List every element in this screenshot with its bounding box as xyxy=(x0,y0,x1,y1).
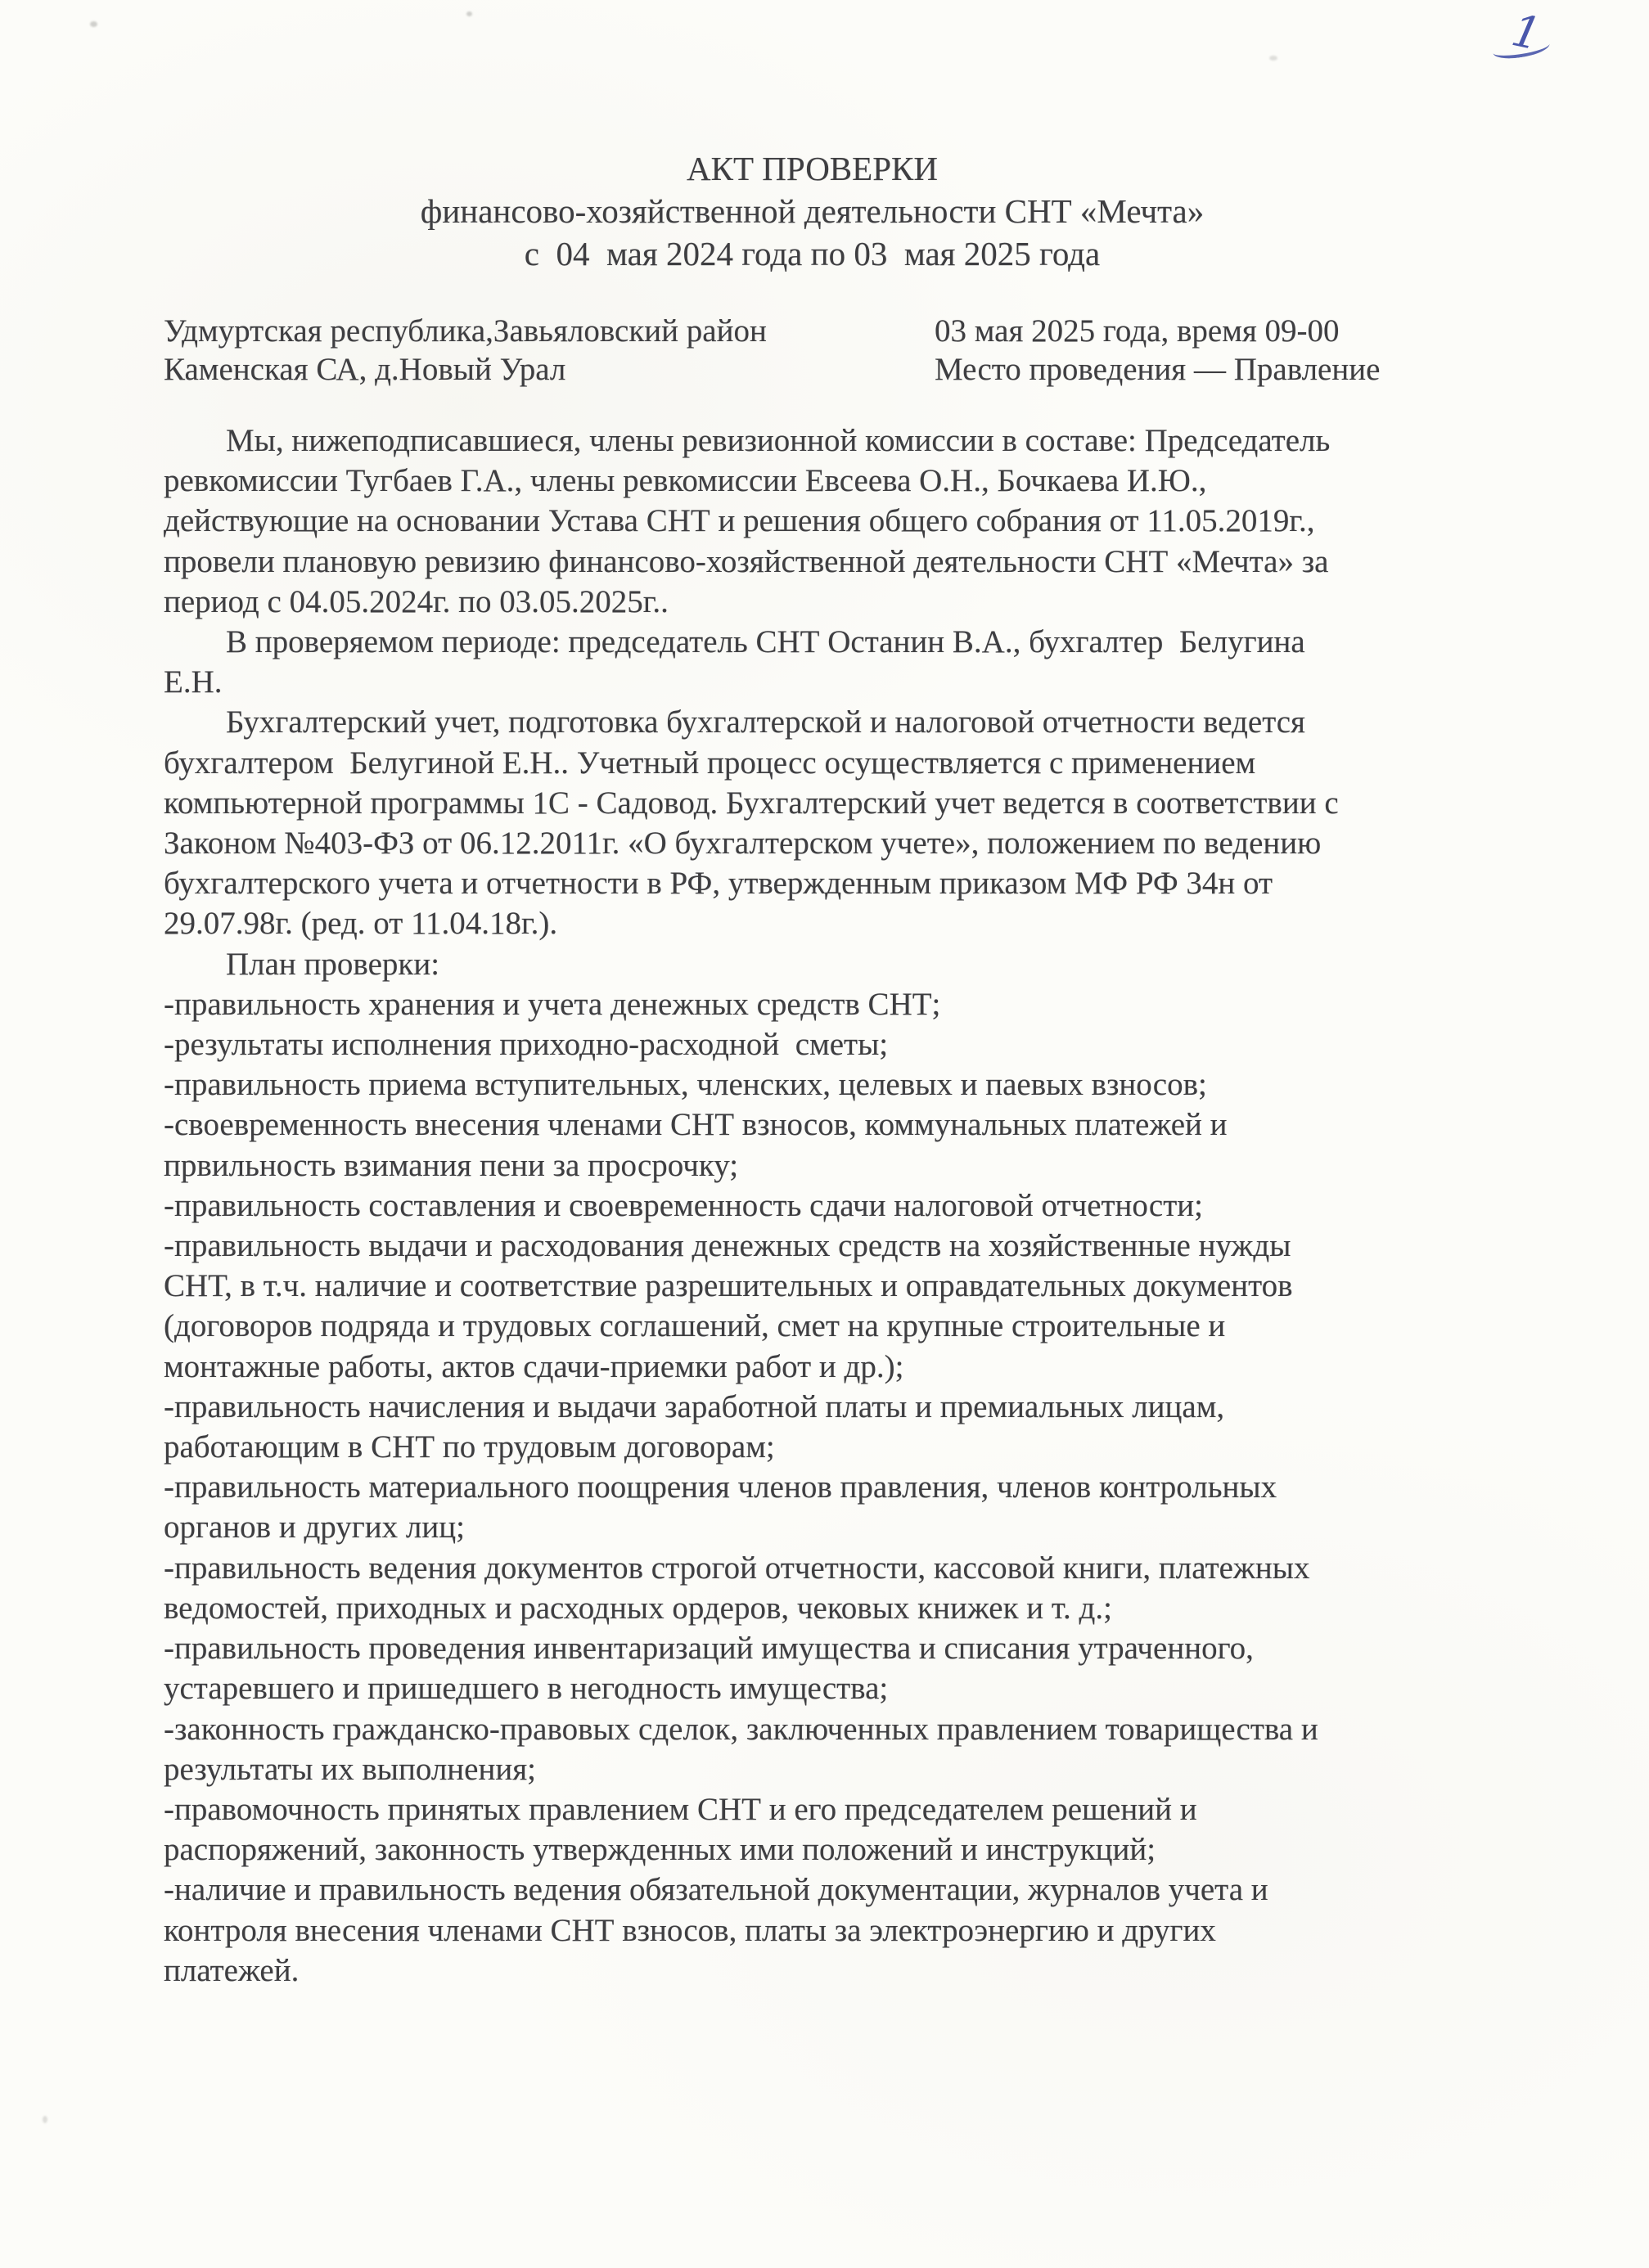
body-line: ревкомиссии Тугбаев Г.А., члены ревкомиссии Евсеева О.Н., Бочкаева И.Ю., xyxy=(164,463,1207,499)
date-line-1: 03 мая 2025 года, время 09-00 xyxy=(935,313,1340,349)
scan-speck xyxy=(43,2116,47,2123)
body-line: СНТ, в т.ч. наличие и соответствие разрешительных и оправдательных документов xyxy=(164,1268,1293,1304)
body-line: -своевременность внесения членами СНТ взносов, коммунальных платежей и xyxy=(164,1107,1228,1143)
date-column xyxy=(935,312,1380,389)
body-line: првильность взимания пени за просрочку; xyxy=(164,1147,739,1183)
scan-speck xyxy=(90,21,97,27)
date-line-2: Место проведения — Правление xyxy=(935,352,1381,387)
document-body xyxy=(164,421,1473,1991)
place-column xyxy=(164,312,767,389)
body-line: -правильность составления и своевременность сдачи налоговой отчетности; xyxy=(164,1187,1203,1223)
body-line: -правильность хранения и учета денежных средств СНТ; xyxy=(164,986,941,1022)
body-line: -правомочность принятых правлением СНТ и его председателем решений и xyxy=(164,1791,1197,1827)
body-line: компьютерной программы 1С - Садовод. Бухгалтерский учет ведется в соответствии с xyxy=(164,785,1339,821)
body-line: -правильность выдачи и расходования денежных средств на хозяйственные нужды xyxy=(164,1228,1291,1264)
scan-speck xyxy=(1269,56,1277,61)
body-line: период с 04.05.2024г. по 03.05.2025г.. xyxy=(164,583,669,619)
handwritten-underline xyxy=(1492,35,1551,61)
body-line: контроля внесения членами СНТ взносов, платы за электроэнергию и других xyxy=(164,1912,1216,1948)
body-line: платежей. xyxy=(164,1952,300,1988)
body-line: результаты их выполнения; xyxy=(164,1751,536,1787)
body-line: -правильность проведения инвентаризаций имущества и списания утраченного, xyxy=(164,1631,1254,1667)
body-line: устаревшего и пришедшего в негодность имущества; xyxy=(164,1671,889,1707)
body-line: (договоров подряда и трудовых соглашений, смет на крупные строительные и xyxy=(164,1308,1226,1344)
place-line-2: Каменская СА, д.Новый Урал xyxy=(164,352,566,387)
body-line: бухгалтерского учета и отчетности в РФ, утвержденным приказом МФ РФ 34н от xyxy=(164,866,1273,902)
body-line: органов и других лиц; xyxy=(164,1510,465,1546)
body-line: План проверки: xyxy=(226,946,440,982)
body-line: монтажные работы, актов сдачи-приемки работ и др.); xyxy=(164,1348,904,1384)
body-line: Е.Н. xyxy=(164,664,223,700)
document-period: с 04 мая 2024 года по 03 мая 2025 года xyxy=(524,235,1101,272)
body-line: распоряжений, законность утвержденных ими положений и инструкций; xyxy=(164,1832,1156,1868)
body-line: работающим в СНТ по трудовым договорам; xyxy=(164,1429,775,1465)
body-line: -правильность начисления и выдачи заработной платы и премиальных лицам, xyxy=(164,1388,1225,1424)
scan-speck xyxy=(466,11,472,16)
body-line: ведомостей, приходных и расходных ордеров, чековых книжек и т. д.; xyxy=(164,1590,1112,1626)
body-line: -наличие и правильность ведения обязательной документации, журналов учета и xyxy=(164,1872,1268,1908)
body-line: бухгалтером Белугиной Е.Н.. Учетный процесс осуществляется с применением xyxy=(164,745,1256,781)
body-line: -законность гражданско-правовых сделок, заключенных правлением товарищества и xyxy=(164,1711,1318,1747)
body-line: Бухгалтерский учет, подготовка бухгалтерской и налоговой отчетности ведется xyxy=(226,704,1305,740)
body-line: -правильность приема вступительных, членских, целевых и паевых взносов; xyxy=(164,1067,1207,1103)
document-title: АКТ ПРОВЕРКИ xyxy=(687,150,938,187)
place-line-1: Удмуртская республика,Завьяловский район xyxy=(164,313,767,349)
document-title-block xyxy=(164,147,1461,275)
body-line: 29.07.98г. (ред. от 11.04.18г.). xyxy=(164,906,558,942)
body-line: действующие на основании Устава СНТ и решения общего собрания от 11.05.2019г., xyxy=(164,503,1315,539)
body-line: Мы, нижеподписавшиеся, члены ревизионной комиссии в составе: Председатель xyxy=(226,423,1331,458)
handwritten-page-number: 1 xyxy=(1507,4,1546,61)
body-line: -результаты исполнения приходно-расходной сметы; xyxy=(164,1027,889,1063)
body-line: провели плановую ревизию финансово-хозяйственной деятельности СНТ «Мечта» за xyxy=(164,543,1329,579)
document-subtitle: финансово-хозяйственной деятельности СНТ «Мечта» xyxy=(420,192,1205,230)
body-line: В проверяемом периоде: председатель СНТ Останин В.А., бухгалтер Белугина xyxy=(226,624,1305,660)
body-line: -правильность материального поощрения членов правления, членов контрольных xyxy=(164,1469,1277,1505)
body-line: Законом №403-ФЗ от 06.12.2011г. «О бухгалтерском учете», положением по ведению xyxy=(164,826,1322,862)
body-line: -правильность ведения документов строгой отчетности, кассовой книги, платежных xyxy=(164,1550,1310,1586)
